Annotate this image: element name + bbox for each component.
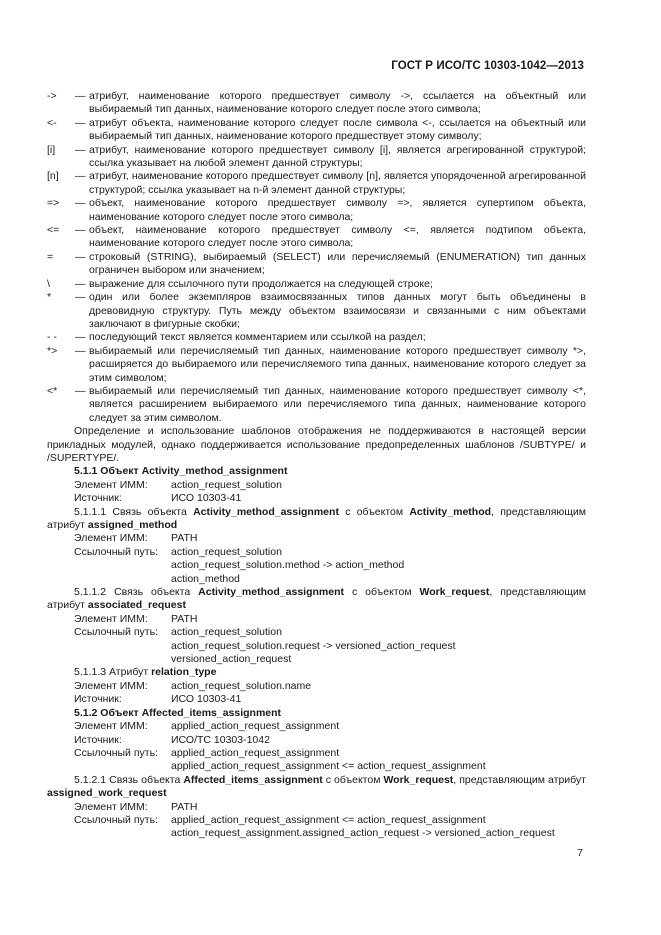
symbol-row (47, 291, 586, 331)
symbol-code: - - (47, 331, 57, 344)
symbol-description: выражение для ссылочного пути продолжается на следующей строке; (89, 277, 433, 290)
symbol-code: \ (47, 277, 50, 290)
field-row: Элемент ИММ: applied_action_request_assignment (74, 720, 340, 733)
field-row: Источник: ИСО 10303-41 (74, 492, 242, 505)
field-row: action_request_solution.method -> action_method (171, 559, 405, 572)
symbol-description: атрибут, наименование которого предшествует символу [i], является агрегированной структурой; ссылка указывает на любой элемент данной структуры; (89, 143, 586, 170)
symbol-dash: — (75, 197, 86, 210)
symbol-code: => (47, 197, 60, 210)
symbol-dash: — (75, 170, 86, 183)
section-5-1-2-1-heading: 5.1.2.1 Связь объекта Affected_items_assignment с объектом Work_request, представляющим атрибут assigned_work_request (47, 773, 586, 800)
symbol-row (47, 224, 586, 251)
field-row: action_request_assignment.assigned_action_request -> versioned_action_request (171, 827, 555, 840)
symbol-code: <* (47, 384, 58, 397)
symbol-code: -> (47, 90, 57, 102)
symbol-dash: — (75, 250, 86, 263)
symbol-code: [n] (47, 170, 59, 183)
field-row: Элемент ИММ: PATH (74, 800, 198, 813)
page-number: 7 (577, 847, 583, 859)
symbol-description: последующий текст является комментарием или ссылкой на раздел; (89, 331, 426, 344)
symbol-row (47, 144, 586, 171)
symbol-code: * (47, 291, 52, 304)
field-row: Ссылочный путь: applied_action_request_assignment <= action_request_assignment (74, 813, 486, 826)
symbol-description: объект, наименование которого предшествует символу <=, является подтипом объекта, наименование которого следует после этого символа; (89, 224, 586, 250)
symbol-description: атрибут, наименование которого предшествует символу [n], является упорядоченной агрегированной структурой; ссылка указывает на n-й элемент данной структуры; (89, 170, 586, 196)
symbol-dash: — (75, 331, 86, 344)
section-5-1-1-2-heading: 5.1.1.2 Связь объекта Activity_method_assignment с объектом Work_request, представляющим атрибут associated_request (47, 586, 587, 612)
field-row: versioned_action_request (171, 653, 292, 666)
symbol-row (47, 278, 586, 291)
symbol-dash: — (75, 224, 86, 237)
symbol-description: строковый (STRING), выбираемый (SELECT) или перечисляемый (ENUMERATION) тип данных ограничен выбором или значением; (89, 250, 586, 277)
field-row: Элемент ИММ: action_request_solution.name (74, 679, 312, 692)
field-row: Ссылочный путь: action_request_solution (74, 545, 282, 558)
symbol-row (47, 385, 586, 425)
section-5-1-1-heading: 5.1.1 Объект Activity_method_assignment (74, 465, 288, 478)
section-5-1-1-3-heading: 5.1.1.3 Атрибут relation_type (74, 666, 217, 679)
symbol-row (47, 331, 586, 344)
symbol-row (47, 117, 586, 144)
symbol-dash: — (75, 344, 86, 357)
field-row: Ссылочный путь: applied_action_request_assignment (74, 746, 340, 759)
field-row: Источник: ИСО 10303-41 (74, 693, 242, 706)
field-row: Элемент ИММ: action_request_solution (74, 478, 282, 491)
field-row: Элемент ИММ: PATH (74, 612, 198, 625)
symbol-dash: — (75, 277, 86, 290)
page-content (47, 90, 586, 841)
field-row: Ссылочный путь: action_request_solution (74, 626, 282, 639)
symbol-row (47, 90, 586, 117)
symbol-description: выбираемый или перечисляемый тип данных, наименование которого предшествует символу <*, является расширением выбираемого или перечисляемого типа данных, наименование которого следует за этим символом. (89, 384, 586, 424)
symbol-row (47, 251, 586, 278)
symbol-description: один или более экземпляров взаимосвязанных типов данных могут быть объединены в древовидную структуру. Путь между объектом взаимосвязи и связанными с ним объектами заключают в фигурные скобки; (89, 291, 586, 330)
symbol-code: [i] (47, 143, 56, 156)
symbol-dash: — (75, 384, 86, 397)
field-row: Источник: ИСО/ТС 10303-1042 (74, 733, 270, 746)
field-row: action_request_solution.request -> versioned_action_request (171, 639, 456, 652)
symbol-list (47, 90, 586, 425)
symbol-description: атрибут объекта, наименование которого следует после символа <-, ссылается на объектный или выбираемый тип данных, наименование которого предшествует этому символу; (89, 116, 586, 143)
symbol-code: *> (47, 344, 58, 357)
symbol-code: = (47, 250, 54, 263)
symbol-dash: — (75, 143, 86, 156)
symbol-code: <- (47, 116, 57, 129)
symbol-row (47, 170, 586, 197)
field-row: action_method (171, 572, 240, 585)
intro-paragraph: Определение и использование шаблонов отображения не поддерживаются в настоящей версии прикладных модулей, однако поддерживается использование предопределенных шаблонов /SUBTYPE/ и /SUPERTYPE/. (47, 425, 586, 464)
field-row: Элемент ИММ: PATH (74, 532, 198, 545)
symbol-description: выбираемый или перечисляемый тип данных, наименование которого предшествует символу *>, расширяется до выбираемого или перечисляемого типа данных, наименование которого следует за этим символом; (89, 344, 586, 384)
symbol-description: атрибут, наименование которого предшествует символу ->, ссылается на объектный или выбираемый тип данных, наименование которого следует после этого символа; (89, 90, 586, 116)
field-row: applied_action_request_assignment <= action_request_assignment (171, 760, 486, 773)
symbol-dash: — (75, 116, 86, 129)
section-5-1-2-heading: 5.1.2 Объект Affected_items_assignment (74, 706, 282, 719)
page-header: ГОСТ Р ИСО/ТС 10303-1042—2013 (391, 60, 584, 72)
symbol-dash: — (75, 90, 86, 102)
symbol-dash: — (75, 291, 86, 304)
symbol-row (47, 345, 586, 385)
symbol-row (47, 197, 586, 224)
symbol-code: <= (47, 224, 60, 237)
section-5-1-1-1-heading: 5.1.1.1 Связь объекта Activity_method_assignment с объектом Activity_method, представляющим атрибут assigned_method (47, 505, 586, 531)
symbol-description: объект, наименование которого предшествует символу =>, является супертипом объекта, наименование которого следует после этого символа; (89, 197, 586, 223)
